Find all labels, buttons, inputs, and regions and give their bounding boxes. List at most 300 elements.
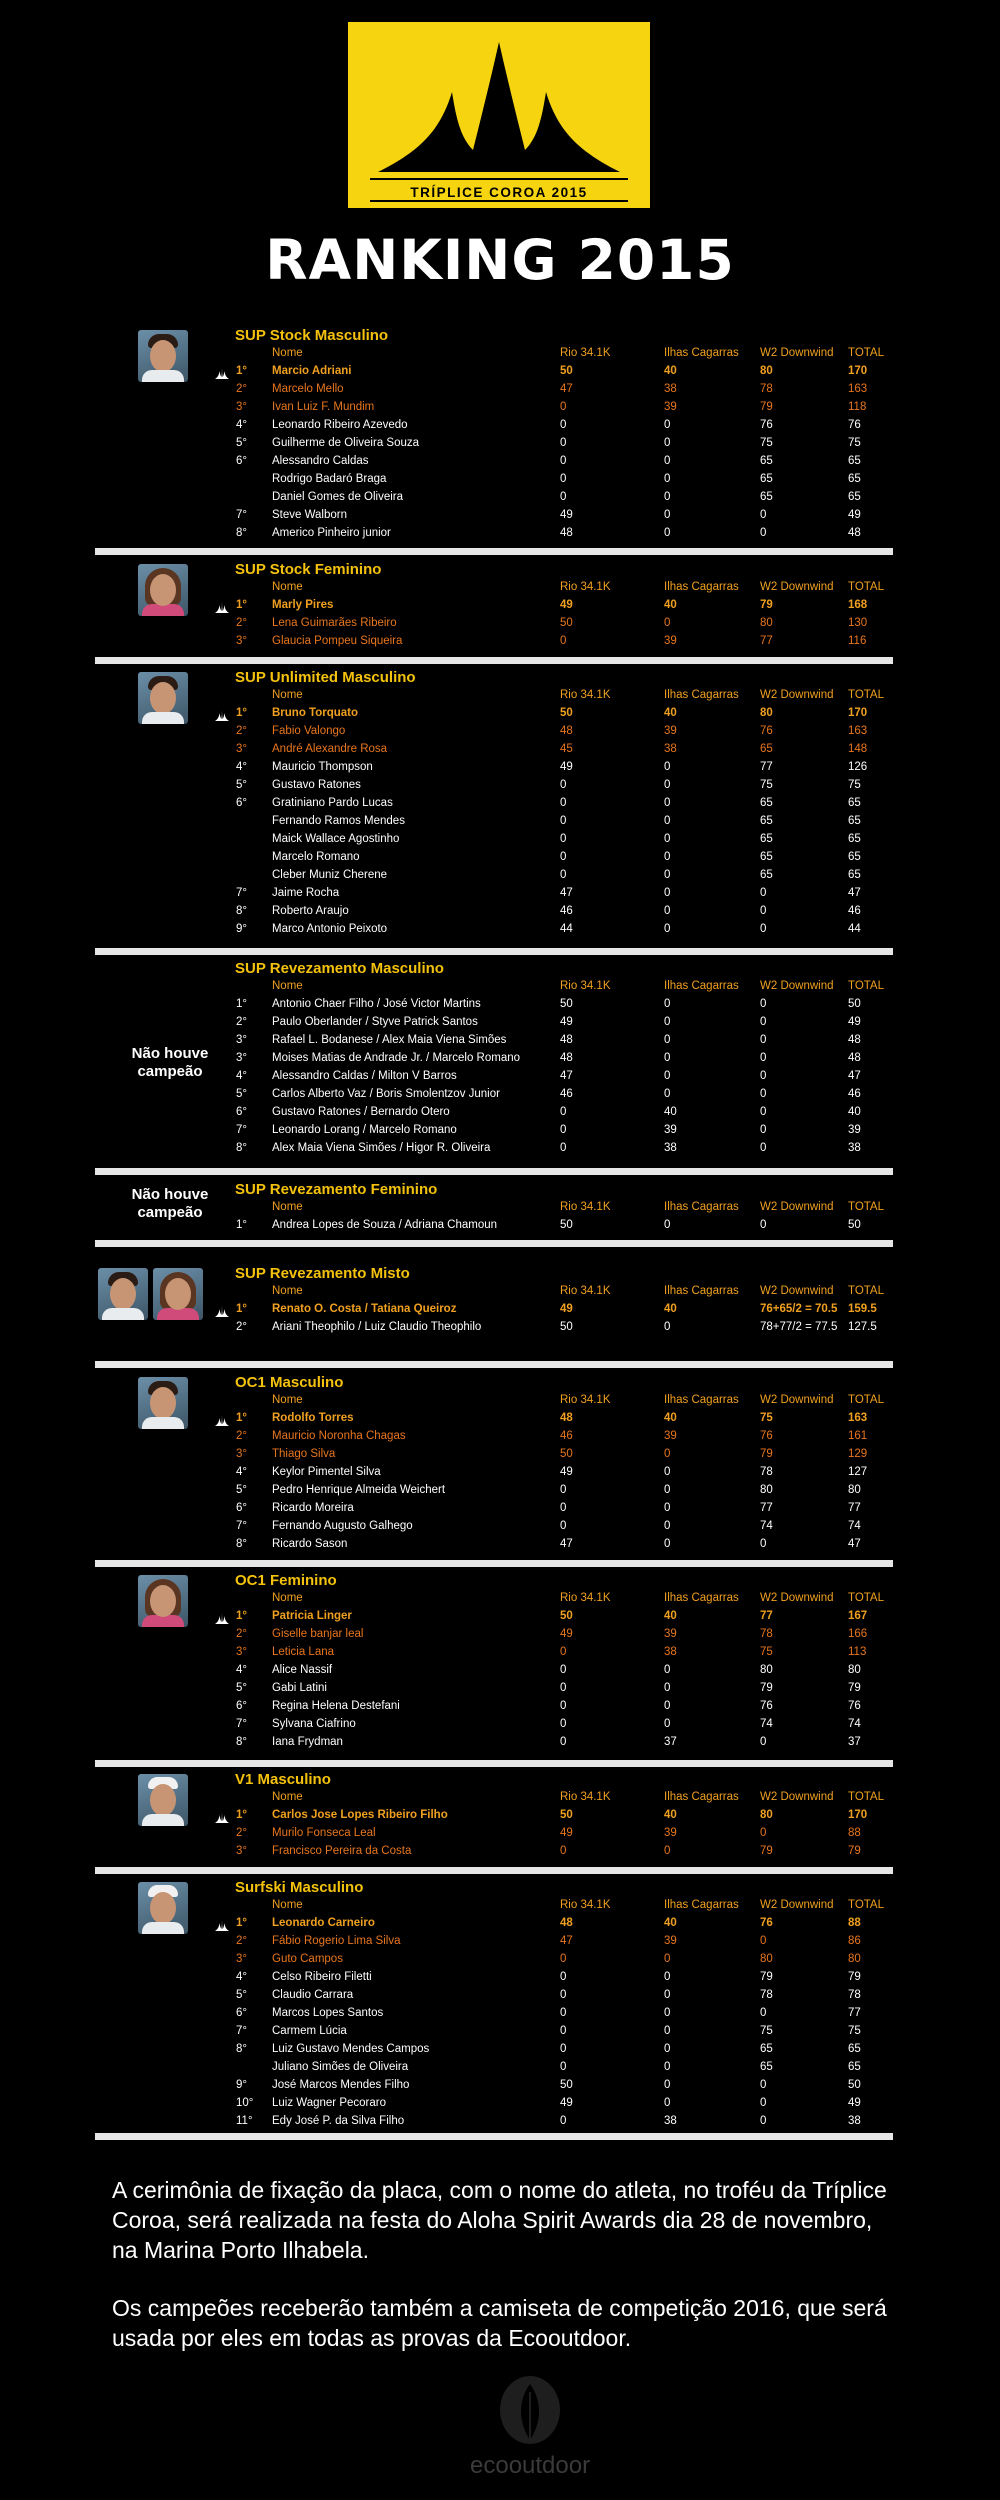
cell-w2: 0 xyxy=(760,2079,767,2091)
cell-w2: 0 xyxy=(760,998,767,1010)
table-row xyxy=(0,1971,1000,1989)
cell-total: 163 xyxy=(848,725,868,737)
cell-rio: 0 xyxy=(560,1664,567,1676)
table-header-row xyxy=(0,347,1000,365)
cell-w2: 80 xyxy=(760,1809,773,1821)
header-total: TOTAL xyxy=(848,1592,884,1604)
cell-name: Giselle banjar leal xyxy=(272,1628,364,1640)
cell-rio: 44 xyxy=(560,923,573,935)
cell-name: Guilherme de Oliveira Souza xyxy=(272,437,420,449)
cell-pos: 8° xyxy=(236,1538,247,1550)
cell-pos: 5° xyxy=(236,1484,247,1496)
header-rio: Rio 34.1K xyxy=(560,581,611,593)
header-total: TOTAL xyxy=(848,689,884,701)
footer-paragraph-prize: Os campeões receberão também a camiseta de competição 2016, que será usada por eles em todas as provas da Ecooutdoor. xyxy=(112,2295,887,2351)
header-ilhas: Ilhas Cagarras xyxy=(664,1592,739,1604)
cell-rio: 50 xyxy=(560,707,573,719)
cell-rio: 0 xyxy=(560,851,567,863)
cell-total: 46 xyxy=(848,905,861,917)
table-row xyxy=(0,1520,1000,1538)
cell-total: 86 xyxy=(848,1935,861,1947)
cell-name: Maick Wallace Agostinho xyxy=(272,833,400,845)
table-header-row xyxy=(0,1899,1000,1917)
cell-rio: 0 xyxy=(560,1484,567,1496)
table-row xyxy=(0,383,1000,401)
cell-rio: 0 xyxy=(560,455,567,467)
cell-w2: 77 xyxy=(760,1502,773,1514)
cell-name: Marco Antonio Peixoto xyxy=(272,923,388,935)
cell-name: Carmem Lúcia xyxy=(272,2025,347,2037)
cell-w2: 65 xyxy=(760,473,773,485)
header-rio: Rio 34.1K xyxy=(560,689,611,701)
cell-ilhas: 39 xyxy=(664,1430,677,1442)
cell-name: Gabi Latini xyxy=(272,1682,327,1694)
cell-rio: 50 xyxy=(560,1809,573,1821)
cell-pos: 4° xyxy=(236,1664,247,1676)
cell-ilhas: 40 xyxy=(664,707,677,719)
cell-total: TOTAL xyxy=(848,980,884,992)
cell-pos: 4° xyxy=(236,1466,247,1478)
header-w2: W2 Downwind xyxy=(760,689,834,701)
header-w2: W2 Downwind xyxy=(760,1791,834,1803)
cell-w2: 78 xyxy=(760,1989,773,2001)
cell-rio: 0 xyxy=(560,1682,567,1694)
cell-rio: 50 xyxy=(560,1219,573,1231)
table-row xyxy=(0,1718,1000,1736)
category-section xyxy=(0,1879,1000,2133)
cell-w2: 79 xyxy=(760,1845,773,1857)
table-row xyxy=(0,815,1000,833)
cell-total: 38 xyxy=(848,2115,861,2127)
table-row xyxy=(0,599,1000,617)
cell-rio: 45 xyxy=(560,743,573,755)
cell-ilhas: 0 xyxy=(664,923,671,935)
section-divider xyxy=(95,2133,893,2140)
cell-rio: 0 xyxy=(560,1124,567,1136)
cell-total: 127 xyxy=(848,1466,868,1478)
cell-rio: 0 xyxy=(560,815,567,827)
cell-total: 118 xyxy=(848,401,867,413)
cell-ilhas: 0 xyxy=(664,1484,671,1496)
category-title: SUP Revezamento Feminino xyxy=(235,1181,438,1198)
header-rio: Rio 34.1K xyxy=(560,1285,611,1297)
cell-w2: 65 xyxy=(760,833,773,845)
cell-pos: 3° xyxy=(236,635,247,647)
cell-ilhas: 0 xyxy=(664,617,671,629)
crown-icon xyxy=(214,1919,230,1932)
cell-rio: 0 xyxy=(560,491,567,503)
no-champion-note: Não houve campeão xyxy=(131,1186,209,1221)
cell-pos: 1° xyxy=(236,599,247,611)
table-header-row xyxy=(0,1285,1000,1303)
cell-ilhas: 0 xyxy=(664,1034,671,1046)
cell-pos: 2° xyxy=(236,1628,247,1640)
cell-pos: 8° xyxy=(236,2043,247,2055)
no-champion-note: Não houve campeão xyxy=(131,1045,209,1080)
cell-ilhas: 0 xyxy=(664,1971,671,1983)
cell-rio: 50 xyxy=(560,1610,573,1622)
cell-name: Patricia Linger xyxy=(272,1610,352,1622)
header-name: Nome xyxy=(272,1791,303,1803)
table-row xyxy=(0,1935,1000,1953)
cell-rio: 50 xyxy=(560,2079,573,2091)
cell-total: 38 xyxy=(848,1142,861,1154)
cell-rio: 0 xyxy=(560,2025,567,2037)
table-row xyxy=(0,2115,1000,2133)
cell-rio: 49 xyxy=(560,1466,573,1478)
cell-pos: 6° xyxy=(236,797,247,809)
cell-w2: 78+77/2 = 77.5 xyxy=(760,1321,838,1333)
cell-total: 79 xyxy=(848,1845,861,1857)
cell-pos: 3° xyxy=(236,1953,247,1965)
header-total: TOTAL xyxy=(848,1285,884,1297)
cell-ilhas: 0 xyxy=(664,2079,671,2091)
section-divider xyxy=(95,1240,893,1247)
cell-total: 44 xyxy=(848,923,861,935)
cell-w2: 0 xyxy=(760,887,767,899)
crown-icon xyxy=(214,1414,230,1427)
cell-total: 77 xyxy=(848,1502,861,1514)
table-row xyxy=(0,743,1000,761)
cell-ilhas: 0 xyxy=(664,437,671,449)
cell-pos: 5° xyxy=(236,437,247,449)
cell-name: Alessandro Caldas / Milton V Barros xyxy=(272,1070,457,1082)
cell-pos: 8° xyxy=(236,1142,247,1154)
header-total: TOTAL xyxy=(848,1899,884,1911)
cell-name: Andrea Lopes de Souza / Adriana Chamoun xyxy=(272,1219,498,1231)
cell-w2: 65 xyxy=(760,815,773,827)
table-row xyxy=(0,491,1000,509)
cell-rio: 48 xyxy=(560,725,573,737)
cell-rio: 0 xyxy=(560,473,567,485)
section-divider xyxy=(95,548,893,555)
cell-ilhas: 0 xyxy=(664,851,671,863)
cell-total: 46 xyxy=(848,1088,861,1100)
cell-rio: 49 xyxy=(560,1628,573,1640)
cell-pos: 2° xyxy=(236,383,247,395)
crown-icon xyxy=(214,367,230,380)
cell-total: 75 xyxy=(848,779,861,791)
cell-w2: 75 xyxy=(760,1646,773,1658)
cell-rio: 47 xyxy=(560,887,573,899)
category-title: SUP Revezamento Masculino xyxy=(235,960,444,977)
cell-total: 75 xyxy=(848,2025,861,2037)
cell-total: 77 xyxy=(848,2007,861,2019)
cell-w2: 80 xyxy=(760,365,773,377)
table-row xyxy=(0,923,1000,941)
cell-pos: 6° xyxy=(236,1106,247,1118)
cell-name: Gustavo Ratones / Bernardo Otero xyxy=(272,1106,450,1118)
cell-name: Marcos Lopes Santos xyxy=(272,2007,384,2019)
cell-w2: 74 xyxy=(760,1520,773,1532)
cell-total: 170 xyxy=(848,707,868,719)
cell-total: 113 xyxy=(848,1646,867,1658)
cell-ilhas: 0 xyxy=(664,779,671,791)
table-row xyxy=(0,1646,1000,1664)
cell-ilhas: 0 xyxy=(664,2007,671,2019)
cell-rio: 48 xyxy=(560,527,573,539)
table-row xyxy=(0,1303,1000,1321)
cell-w2: 0 xyxy=(760,1106,767,1118)
crown-icon xyxy=(214,601,230,614)
cell-ilhas: 0 xyxy=(664,2061,671,2073)
cell-rio: 0 xyxy=(560,2115,567,2127)
table-row xyxy=(0,887,1000,905)
cell-pos: 7° xyxy=(236,1520,247,1532)
cell-rio: 49 xyxy=(560,1827,573,1839)
cell-ilhas: 0 xyxy=(664,527,671,539)
table-row xyxy=(0,1466,1000,1484)
cell-name: Pedro Henrique Almeida Weichert xyxy=(272,1484,446,1496)
cell-w2: 0 xyxy=(760,905,767,917)
cell-pos: 6° xyxy=(236,1700,247,1712)
cell-w2: 76 xyxy=(760,725,773,737)
cell-ilhas: 0 xyxy=(664,2043,671,2055)
cell-name: Daniel Gomes de Oliveira xyxy=(272,491,404,503)
cell-name: Murilo Fonseca Leal xyxy=(272,1827,376,1839)
cell-total: 47 xyxy=(848,1538,861,1550)
cell-ilhas: 0 xyxy=(664,815,671,827)
cell-w2: 77 xyxy=(760,1610,773,1622)
section-divider xyxy=(95,1560,893,1567)
cell-rio: 46 xyxy=(560,1430,573,1442)
cell-total: 80 xyxy=(848,1664,861,1676)
cell-total: 74 xyxy=(848,1520,861,1532)
table-header-row xyxy=(0,1201,1000,1219)
cell-total: 48 xyxy=(848,527,861,539)
header-name: Nome xyxy=(272,581,303,593)
cell-name: Regina Helena Destefani xyxy=(272,1700,400,1712)
table-row xyxy=(0,1124,1000,1142)
table-row xyxy=(0,509,1000,527)
cell-w2: 0 xyxy=(760,1124,767,1136)
header-ilhas: Ilhas Cagarras xyxy=(664,347,739,359)
table-row xyxy=(0,761,1000,779)
cell-w2: 78 xyxy=(760,1628,773,1640)
cell-w2: 75 xyxy=(760,1412,773,1424)
header-name: Nome xyxy=(272,1285,303,1297)
cell-ilhas: 0 xyxy=(664,887,671,899)
cell-pos: 8° xyxy=(236,1736,247,1748)
cell-ilhas: 39 xyxy=(664,1935,677,1947)
cell-name: Americo Pinheiro junior xyxy=(272,527,391,539)
cell-rio: Rio 34.1K xyxy=(560,980,611,992)
cell-pos: 4° xyxy=(236,761,247,773)
table-row xyxy=(0,1538,1000,1556)
cell-w2: 80 xyxy=(760,1484,773,1496)
cell-rio: 46 xyxy=(560,1088,573,1100)
table-row xyxy=(0,1502,1000,1520)
cell-name: Juliano Simões de Oliveira xyxy=(272,2061,409,2073)
cell-pos: 3° xyxy=(236,401,247,413)
table-row xyxy=(0,725,1000,743)
table-row xyxy=(0,1953,1000,1971)
cell-rio: 49 xyxy=(560,599,573,611)
table-header-row xyxy=(0,980,1000,998)
table-row xyxy=(0,1034,1000,1052)
cell-ilhas: 40 xyxy=(664,1809,677,1821)
cell-name: Edy José P. da Silva Filho xyxy=(272,2115,405,2127)
cell-total: 37 xyxy=(848,1736,861,1748)
cell-ilhas: 0 xyxy=(664,998,671,1010)
cell-pos: 6° xyxy=(236,1502,247,1514)
section-divider xyxy=(95,1867,893,1874)
cell-w2: 0 xyxy=(760,2115,767,2127)
cell-name: Carlos Alberto Vaz / Boris Smolentzov Junior xyxy=(272,1088,500,1100)
cell-rio: 0 xyxy=(560,1520,567,1532)
table-row xyxy=(0,2043,1000,2061)
cell-ilhas: 39 xyxy=(664,725,677,737)
cell-ilhas: 0 xyxy=(664,491,671,503)
cell-ilhas: 40 xyxy=(664,1610,677,1622)
cell-ilhas: 0 xyxy=(664,869,671,881)
cell-w2: 80 xyxy=(760,1953,773,1965)
cell-rio: 0 xyxy=(560,797,567,809)
table-row xyxy=(0,455,1000,473)
cell-name: Gratiniano Pardo Lucas xyxy=(272,797,393,809)
cell-ilhas: 39 xyxy=(664,401,677,413)
cell-w2: 77 xyxy=(760,635,773,647)
cell-total: 65 xyxy=(848,455,861,467)
header-total: TOTAL xyxy=(848,1201,884,1213)
cell-name: Keylor Pimentel Silva xyxy=(272,1466,381,1478)
cell-pos: 4° xyxy=(236,419,247,431)
cell-rio: 48 xyxy=(560,1052,573,1064)
cell-ilhas: 39 xyxy=(664,1124,677,1136)
cell-pos: 1° xyxy=(236,1917,247,1929)
cell-name: Leonardo Carneiro xyxy=(272,1917,375,1929)
category-section xyxy=(0,1572,1000,1760)
cell-total: 39 xyxy=(848,1124,861,1136)
cell-pos: 1° xyxy=(236,1809,247,1821)
cell-w2: 75 xyxy=(760,2025,773,2037)
section-divider xyxy=(95,1361,893,1368)
header-name: Nome xyxy=(272,347,303,359)
cell-ilhas: 0 xyxy=(664,1502,671,1514)
cell-ilhas: 40 xyxy=(664,599,677,611)
crown-icon xyxy=(214,1612,230,1625)
cell-pos: 4° xyxy=(236,1971,247,1983)
cell-name: Lena Guimarães Ribeiro xyxy=(272,617,397,629)
cell-pos: 3° xyxy=(236,1034,247,1046)
cell-total: 163 xyxy=(848,383,868,395)
cell-ilhas: 0 xyxy=(664,1700,671,1712)
category-title: SUP Stock Feminino xyxy=(235,561,382,578)
cell-w2: 0 xyxy=(760,2007,767,2019)
header-ilhas: Ilhas Cagarras xyxy=(664,1899,739,1911)
table-row xyxy=(0,437,1000,455)
table-header-row xyxy=(0,1791,1000,1809)
table-row xyxy=(0,707,1000,725)
table-row xyxy=(0,1070,1000,1088)
cell-w2: 0 xyxy=(760,1219,767,1231)
cell-rio: 0 xyxy=(560,1700,567,1712)
table-row xyxy=(0,1430,1000,1448)
cell-rio: 0 xyxy=(560,1718,567,1730)
ecooutdoor-logo xyxy=(470,2370,590,2480)
cell-name: Nome xyxy=(272,980,303,992)
cell-name: Guto Campos xyxy=(272,1953,343,1965)
cell-ilhas: 0 xyxy=(664,1070,671,1082)
cell-name: Moises Matias de Andrade Jr. / Marcelo Romano xyxy=(272,1052,521,1064)
cell-pos: 3° xyxy=(236,1845,247,1857)
table-row xyxy=(0,1700,1000,1718)
cell-w2: 0 xyxy=(760,1142,767,1154)
cell-total: 75 xyxy=(848,437,861,449)
header-ilhas: Ilhas Cagarras xyxy=(664,581,739,593)
header-name: Nome xyxy=(272,689,303,701)
cell-ilhas: 38 xyxy=(664,2115,677,2127)
footer-paragraph-ceremony: A cerimônia de fixação da placa, com o nome do atleta, no troféu da Tríplice Coroa, será realizada na festa do Aloha Spirit Awards dia 28 de novembro, na Marina Porto Ilhabela. xyxy=(112,2177,887,2263)
cell-name: José Marcos Mendes Filho xyxy=(272,2079,410,2091)
cell-pos: 5° xyxy=(236,1682,247,1694)
header-rio: Rio 34.1K xyxy=(560,1394,611,1406)
category-section xyxy=(0,1181,1000,1240)
table-row xyxy=(0,833,1000,851)
category-title: OC1 Feminino xyxy=(235,1572,337,1589)
table-row xyxy=(0,2025,1000,2043)
cell-rio: 50 xyxy=(560,1448,573,1460)
cell-total: 148 xyxy=(848,743,868,755)
cell-w2: 0 xyxy=(760,1935,767,1947)
cell-rio: 47 xyxy=(560,383,573,395)
cell-pos: 4° xyxy=(236,1070,247,1082)
category-title: SUP Stock Masculino xyxy=(235,327,389,344)
cell-total: 167 xyxy=(848,1610,868,1622)
section-divider xyxy=(95,657,893,664)
cell-ilhas: 0 xyxy=(664,1466,671,1478)
cell-total: 50 xyxy=(848,2079,861,2091)
header-total: TOTAL xyxy=(848,1394,884,1406)
cell-pos: 1° xyxy=(236,365,247,377)
cell-w2: 75 xyxy=(760,437,773,449)
cell-total: 47 xyxy=(848,887,861,899)
cell-pos: 10° xyxy=(236,2097,254,2109)
cell-rio: 0 xyxy=(560,401,567,413)
cell-pos: 1° xyxy=(236,998,247,1010)
cell-name: Luiz Wagner Pecoraro xyxy=(272,2097,386,2109)
cell-rio: 0 xyxy=(560,419,567,431)
cell-total: 170 xyxy=(848,1809,868,1821)
cell-w2: 76 xyxy=(760,1917,773,1929)
cell-pos: 1° xyxy=(236,1610,247,1622)
cell-w2: 0 xyxy=(760,1070,767,1082)
cell-w2: 78 xyxy=(760,383,773,395)
cell-pos: 6° xyxy=(236,2007,247,2019)
cell-pos: 2° xyxy=(236,1016,247,1028)
cell-name: Carlos Jose Lopes Ribeiro Filho xyxy=(272,1809,448,1821)
cell-total: 166 xyxy=(848,1628,868,1640)
header-rio: Rio 34.1K xyxy=(560,1899,611,1911)
cell-ilhas: 0 xyxy=(664,2025,671,2037)
cell-w2: 65 xyxy=(760,743,773,755)
cell-total: 79 xyxy=(848,1971,861,1983)
triplice-coroa-logo xyxy=(348,22,650,208)
cell-ilhas: Ilhas Cagarras xyxy=(664,980,739,992)
cell-total: 65 xyxy=(848,833,861,845)
cell-ilhas: 0 xyxy=(664,905,671,917)
cell-rio: 48 xyxy=(560,1917,573,1929)
cell-rio: 49 xyxy=(560,2097,573,2109)
cell-rio: 49 xyxy=(560,761,573,773)
cell-ilhas: 0 xyxy=(664,1520,671,1532)
cell-total: 76 xyxy=(848,419,861,431)
cell-ilhas: 38 xyxy=(664,1142,677,1154)
cell-rio: 50 xyxy=(560,1321,573,1333)
cell-name: Ricardo Moreira xyxy=(272,1502,354,1514)
cell-w2: 65 xyxy=(760,455,773,467)
cell-total: 65 xyxy=(848,2061,861,2073)
